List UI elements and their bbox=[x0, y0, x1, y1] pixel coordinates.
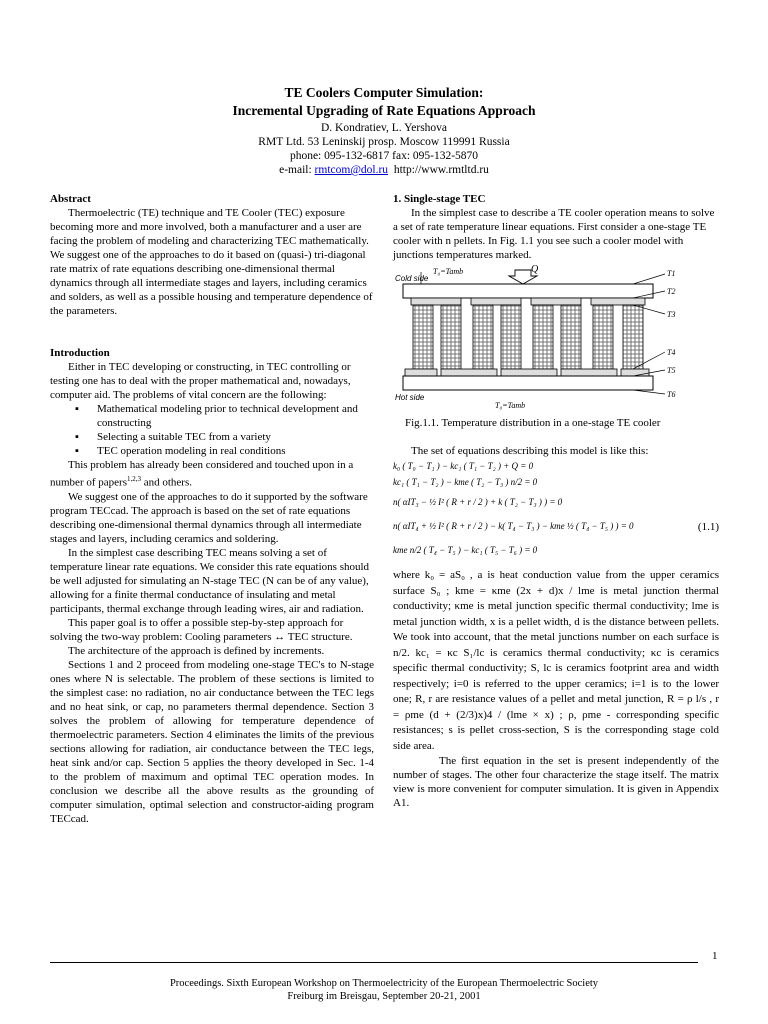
metal-junction bbox=[501, 369, 557, 376]
metal-junction bbox=[471, 298, 521, 305]
intro-paragraph-7: Sections 1 and 2 proceed from modeling one-stage TEC's to N-stage ones where N is selectable. The problem of these sections is limited to the simplest case: no radiation, no air conductance between the TEC legs and no heat sink, or cap, no parameters thermal dependence. Section 3 solves the problem of allowing for temperature dependence of thermoelectric parameters. Section 4 eliminates the limits of the previous sections allowing for radiation, air conductance between the TEC legs, heat sink and/or cap. Section 5 applies the theory developed in Sec. 1-4 to the problem of maximum and optimal TEC operation modes. In conclusion we describe all the above results as the grounding of computer simulation, optimal selection and constructor-aiding program TECcad. bbox=[50, 658, 374, 825]
metal-junction bbox=[591, 298, 645, 305]
intro-paragraph-1: Either in TEC developing or constructing, in TEC controlling or testing one has to deal with the proper mathematical and, nowadays, computer aid. The problems of vital concern are the following: bbox=[50, 361, 351, 401]
list-item: ▪ Selecting a suitable TEC from a variety bbox=[97, 430, 374, 444]
email-line bbox=[0, 163, 768, 178]
metal-junction bbox=[531, 298, 581, 305]
pellet bbox=[413, 305, 433, 369]
right-column bbox=[393, 192, 719, 810]
bottom-ceramic-plate bbox=[403, 376, 653, 390]
equation-number: (1.1) bbox=[697, 521, 719, 533]
intro-paragraph-2 bbox=[50, 458, 374, 490]
intro-paragraph-5: This paper goal is to offer a possible step-by-step approach for solving the two-way problem: Cooling parameters ↔ TEC structure. bbox=[50, 616, 353, 643]
section1-heading: 1. Single-stage TEC bbox=[393, 193, 486, 205]
equation-line: n( αIT₄ + ½ I² ( R + r / 2 ) − k( T₄ − T₃ ) − kme ½ ( T₄ − T₅ ) ) = 0 bbox=[393, 521, 634, 531]
equation-set-1-1 bbox=[393, 458, 719, 558]
phone-fax: phone: 095-132-6817 fax: 095-132-5870 bbox=[289, 150, 479, 162]
footer-divider bbox=[50, 962, 698, 963]
equation-line: kme n/2 ( T₄ − T₅ ) − kc₁ ( T₅ − T₆ ) = 0 bbox=[393, 545, 538, 555]
abstract-text: Thermoelectric (TE) technique and TE Cooler (TEC) exposure becoming more and more involved, both a manufacturer and a user are facing the problem of modeling and characterizing TEC mathematically. We suggest one of the approaches to do it based on (quasi-) tri-diagonal rate matrix of rate equations describing one-dimensional thermal dynamics through all intermediate stages and layers, including ceramics and solders, as well as a possible housing and temperature dependence of the parameters. bbox=[50, 207, 373, 317]
pellet bbox=[473, 305, 493, 369]
metal-junction bbox=[621, 369, 649, 376]
email-link[interactable]: rmtcom@dol.ru bbox=[314, 164, 389, 176]
t3-label: T3 bbox=[667, 310, 676, 319]
intro-p2-text: This problem has already been considered and touched upon in a number of papers bbox=[50, 459, 354, 489]
t1-label: T1 bbox=[667, 269, 676, 278]
equation-line: n( αIT₃ − ½ I² ( R + r / 2 ) + k ( T₂ − T₃ ) ) = 0 bbox=[393, 497, 563, 507]
intro-paragraph-3: We suggest one of the approaches to do it supported by the software program TECcad. The approach is based on the set of rate equations describing one-dimensional thermal dynamics through all intermediate stages and layers, including ceramics and soldering. bbox=[50, 490, 368, 545]
heat-q-label: Q bbox=[531, 264, 539, 275]
t4-label: T4 bbox=[667, 348, 676, 357]
intro-p2-tail: and others. bbox=[140, 476, 192, 489]
top-ceramic-plate bbox=[403, 284, 653, 298]
figure-1-1-caption: Fig.1.1. Temperature distribution in a one-stage TE cooler bbox=[405, 417, 661, 429]
section1-paragraph-2: The set of equations describing this model is like this: bbox=[411, 445, 649, 457]
metal-junction bbox=[561, 369, 617, 376]
t0-bottom-label: T₀=Tamb bbox=[495, 401, 526, 410]
left-column bbox=[50, 192, 374, 826]
paper-title-line2: Incremental Upgrading of Rate Equations Approach bbox=[232, 103, 536, 118]
t5-label: T5 bbox=[667, 366, 676, 375]
footer-line2: Freiburg im Breisgau, September 20-21, 2001 bbox=[287, 991, 481, 1002]
hot-side-label: Hot side bbox=[395, 393, 425, 402]
pellet bbox=[501, 305, 521, 369]
pellet bbox=[533, 305, 553, 369]
equation-line: k₀ ( T₀ − T₁ ) − kc₁ ( T₁ − T₂ ) + Q = 0 bbox=[393, 461, 534, 471]
authors: D. Kondratiev, L. Yershova bbox=[320, 122, 448, 134]
pellet bbox=[623, 305, 643, 369]
figure-1-1-cooler-diagram bbox=[393, 264, 719, 412]
t2-label: T2 bbox=[667, 287, 676, 296]
t6-label: T6 bbox=[667, 390, 676, 399]
list-item: ▪ Mathematical modeling prior to technical development and constructing bbox=[97, 402, 374, 430]
list-item: ▪ TEC operation modeling in real conditions bbox=[97, 444, 374, 458]
pellet bbox=[441, 305, 461, 369]
footer-line1: Proceedings. Sixth European Workshop on Thermoelectricity of the European Thermoelectric Society bbox=[169, 978, 599, 989]
section1-paragraph-3: The first equation in the set is present independently of the number of stages. The other four characterize the stage itself. The matrix view is more convenient for computer simulation. It is given in Appendix A1. bbox=[393, 755, 719, 809]
equation-line: kc₁ ( T₁ − T₂ ) − kme ( T₂ − T₃ ) n/2 = 0 bbox=[393, 477, 538, 487]
t0-top-label: T₀=Tamb bbox=[433, 267, 464, 276]
pellet bbox=[593, 305, 613, 369]
paper-title-line1: TE Coolers Computer Simulation: bbox=[284, 85, 484, 100]
abstract-heading: Abstract bbox=[50, 193, 91, 205]
section1-paragraph-1: In the simplest case to describe a TE cooler operation means to solve a set of rate temperature linear equations. First consider a one-stage TE cooler with n pellets. In Fig. 1.1 you see such a cooler model with junctions temperatures marked. bbox=[393, 207, 715, 261]
email-prefix: e-mail: bbox=[279, 164, 315, 176]
metal-junction bbox=[411, 298, 461, 305]
intro-paragraph-4: In the simplest case describing TEC means solving a set of temperature linear rate equations. We consider this rate equations should be well adjusted for simulating an N-stage TEC (N can be of any value), allowing for a finite thermal conductance of insulating and metal participants, thermal exchange through leading wires, air and radiation. bbox=[50, 546, 370, 615]
cold-side-label: Cold side bbox=[395, 274, 429, 283]
concern-list bbox=[50, 402, 374, 458]
intro-paragraph-6: The architecture of the approach is defined by increments. bbox=[68, 644, 325, 657]
metal-junction bbox=[405, 369, 437, 376]
section1-definitions: where k₀ = aS₀ , a is heat conduction value from the upper ceramics surface S₀ ; kme = κme (2x + d)x / lme is metal junction thermal conductivity; κme is metal junction specific thermal conductivity; lme is metal junction width, x is a pellet width, d is the distance between pellets. We took into account, that the metal junctions number on each surface is n/2. kc₁ = κc S₁/lc is ceramics thermal conductivity; κc is ceramics specific thermal conductivity; S, lc is ceramics footprint area and width respectively; i=0 is referred to the upper ceramics; i=1 is to the lower one; R, r are resistance values of a pellet and metal junction, R = ρ l/s , r = ρme (d + (2/3)x)4 / (lme × x) ; ρ, ρme - corresponding specific resistances; s is pellet cross-section, S is the corresponding stage cold side area. bbox=[393, 569, 719, 752]
website-link[interactable]: http://www.rmtltd.ru bbox=[393, 164, 489, 176]
affiliation: RMT Ltd. 53 Leninskij prosp. Moscow 119991 Russia bbox=[258, 136, 510, 148]
introduction-heading: Introduction bbox=[50, 347, 110, 359]
page-number: 1 bbox=[712, 950, 718, 962]
citation-superscript: 1,2,3 bbox=[126, 475, 141, 483]
metal-junction bbox=[441, 369, 497, 376]
pellet bbox=[561, 305, 581, 369]
